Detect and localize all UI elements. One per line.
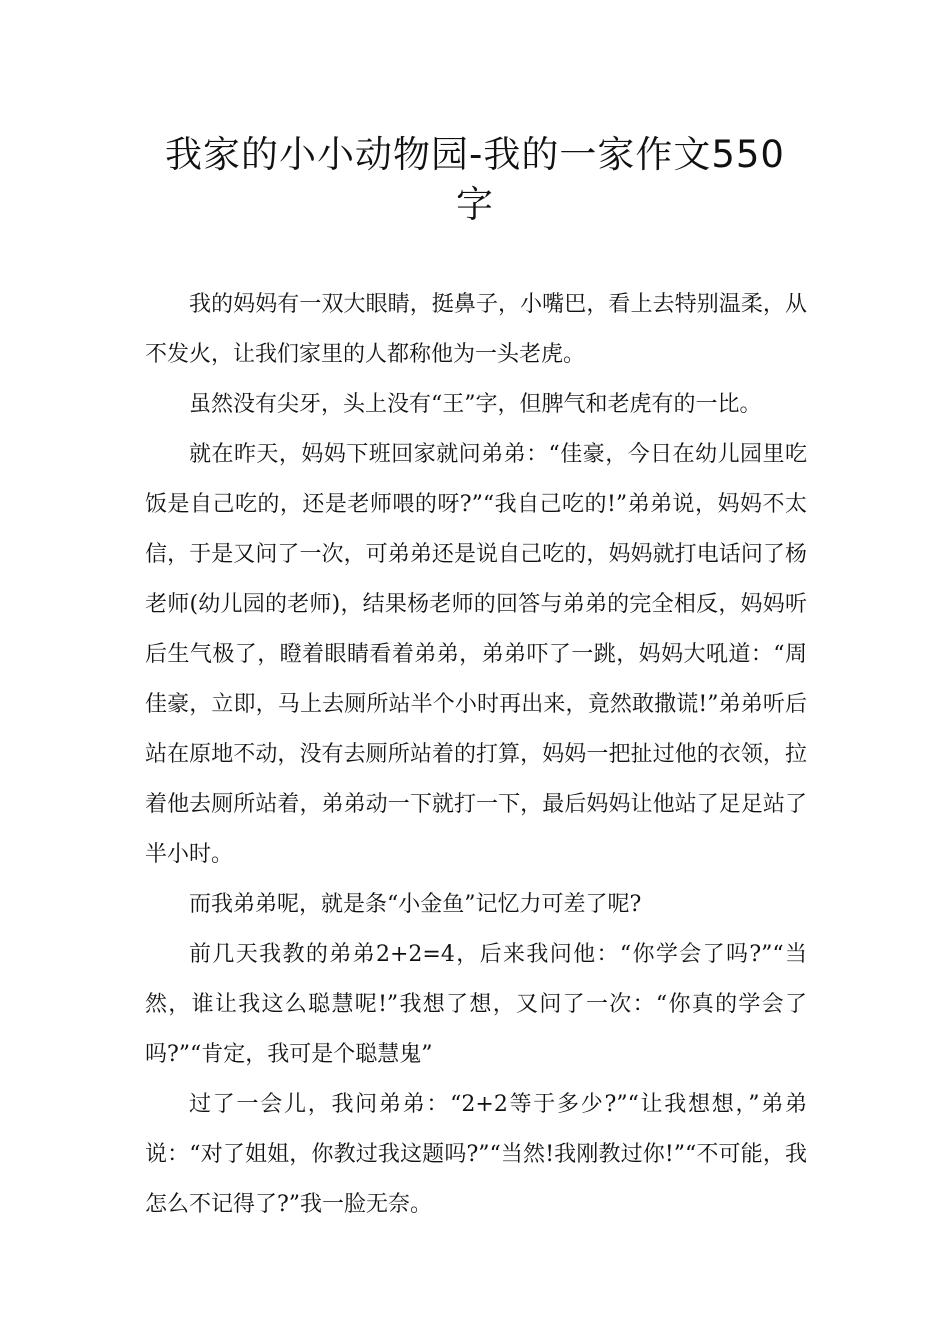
paragraph: 而我弟弟呢，就是条“小金鱼”记忆力可差了呢?	[189, 892, 642, 917]
document-title: 我家的小小动物园-我的一家作文550字	[165, 133, 785, 226]
paragraph: 我的妈妈有一双大眼睛，挺鼻子，小嘴巴，看上去特别温柔，从不发火，让我们家里的人都称他为一头老虎。	[145, 292, 807, 367]
paragraph: 前几天我教的弟弟2+2=4，后来我问他：“你学会了吗?”“当然，谁让我这么聪慧呢!”我想了想，又问了一次：“你真的学会了吗?”“肯定，我可是个聪慧鬼”	[145, 942, 807, 1067]
paragraph: 虽然没有尖牙，头上没有“王”字，但脾气和老虎有的一比。	[189, 392, 762, 417]
paragraph: 就在昨天，妈妈下班回家就问弟弟：“佳豪，今日在幼儿园里吃饭是自己吃的，还是老师喂的呀?”“我自己吃的!”弟弟说，妈妈不太信，于是又问了一次，可弟弟还是说自己吃的，妈妈就打电话问了杨老师(幼儿园的老师)，结果杨老师的回答与弟弟的完全相反，妈妈听后生气极了，瞪着眼睛看着弟弟，弟弟吓了一跳，妈妈大吼道：“周佳豪，立即，马上去厕所站半个小时再出来，竟然敢撒谎!”弟弟听后站在原地不动，没有去厕所站着的打算，妈妈一把扯过他的衣领，拉着他去厕所站着，弟弟动一下就打一下，最后妈妈让他站了足足站了半小时。	[145, 442, 807, 867]
paragraph: 过了一会儿，我问弟弟：“2+2等于多少?”“让我想想，”弟弟说：“对了姐姐，你教过我这题吗?”“当然!我刚教过你!”“不可能，我怎么不记得了?”我一脸无奈。	[145, 1092, 807, 1217]
document-body	[145, 280, 807, 1230]
